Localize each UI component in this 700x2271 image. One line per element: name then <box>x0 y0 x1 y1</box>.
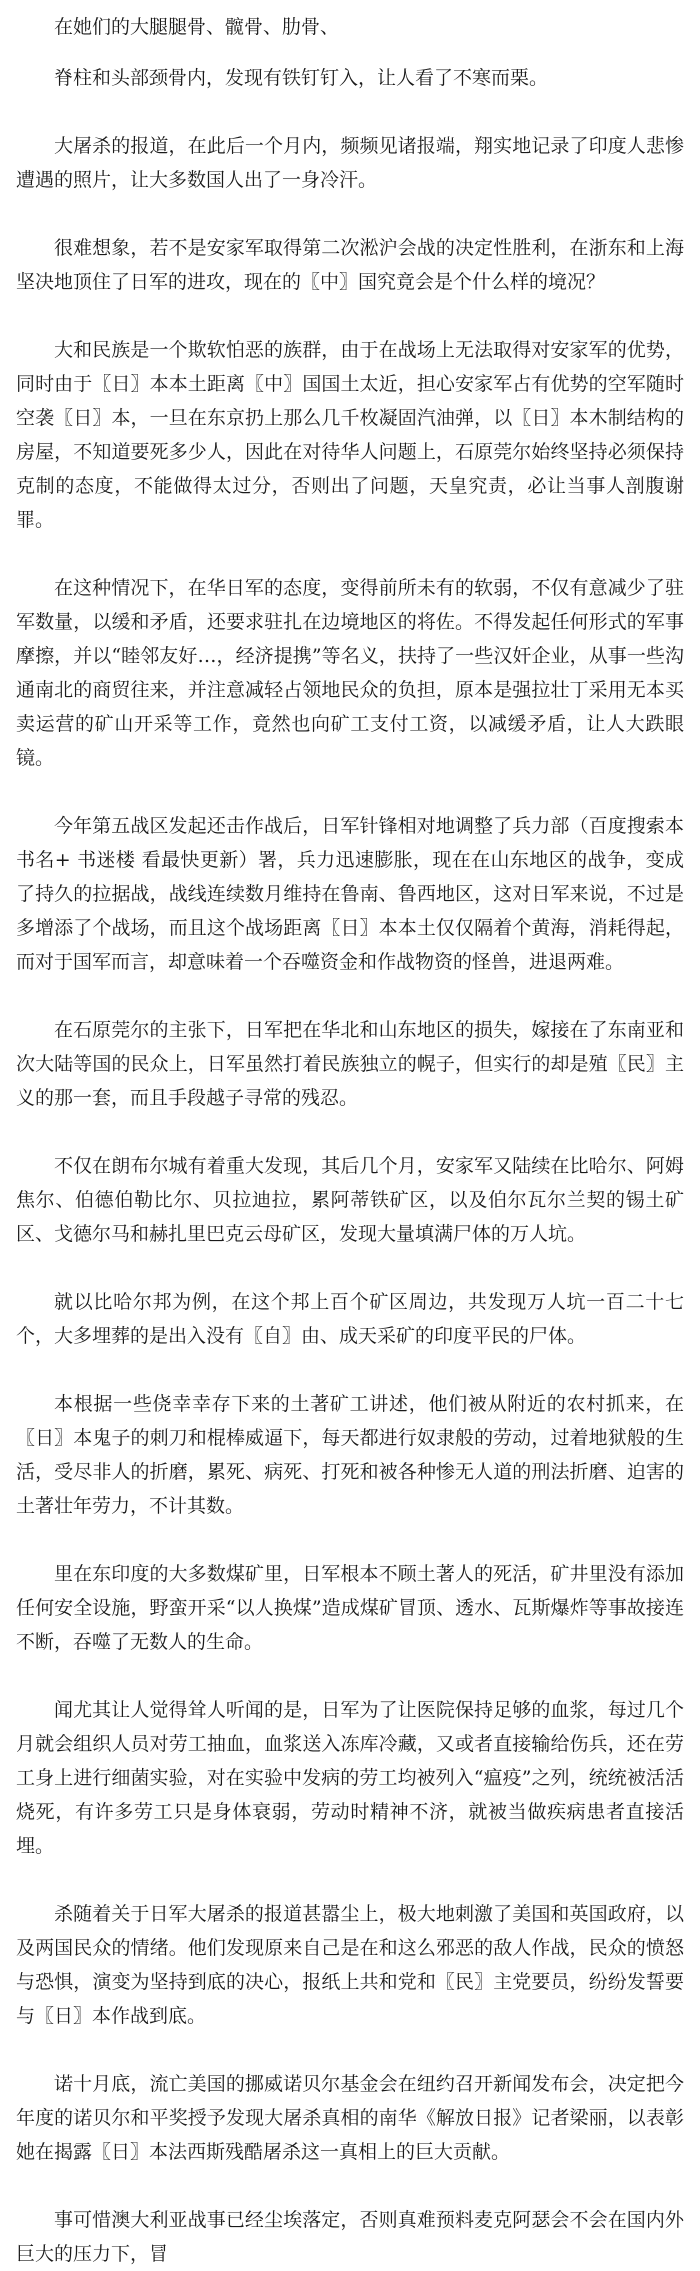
paragraph-1: 在她们的大腿腿骨、髋骨、肋骨、 <box>54 16 340 38</box>
paragraph-11: 本根据一些侥幸幸存下来的土著矿工讲述，他们被从附近的农村抓来，在〖日〗本鬼子的刺刀和棍棒威逼下，每天都进行奴隶般的劳动，过着地狱般的生活，受尽非人的折磨，累死、病死、打死和被各种惨无人道的刑法折磨、迫害的土著壮年劳力，不计其数。 <box>16 1393 684 1517</box>
paragraph-7: 今年第五战区发起还击作战后，日军针锋相对地调整了兵力部（百度搜索本书名+ 书迷楼 看最快更新）署，兵力迅速膨胀，现在在山东地区的战争，变成了持久的拉据战，战线连续数月维持在鲁南、鲁西地区，这对日军来说，不过是多增添了个战场，而且这个战场距离〖日〗本本土仅仅隔着个黄海，消耗得起，而对于国军而言，却意味着一个吞噬资金和作战物资的怪兽，进退两难。 <box>16 815 684 973</box>
paragraph-12: 里在东印度的大多数煤矿里，日军根本不顾土著人的死活，矿井里没有添加任何安全设施，野蛮开采“以人换煤”造成煤矿冒顶、透水、瓦斯爆炸等事故接连不断，吞噬了无数人的生命。 <box>16 1563 684 1653</box>
paragraph-8: 在石原莞尔的主张下，日军把在华北和山东地区的损失，嫁接在了东南亚和次大陆等国的民众上，日军虽然打着民族独立的幌子，但实行的却是殖〖民〗主义的那一套，而且手段越子寻常的残忍。 <box>16 1019 684 1109</box>
paragraph-4: 很难想象，若不是安家军取得第二次淞沪会战的决定性胜利，在浙东和上海坚决地顶住了日军的进攻，现在的〖中〗国究竟会是个什么样的境况？ <box>16 237 684 293</box>
paragraph-3: 大屠杀的报道，在此后一个月内，频频见诸报端，翔实地记录了印度人悲惨遭遇的照片，让大多数国人出了一身冷汗。 <box>16 135 684 191</box>
paragraph-9: 不仅在朗布尔城有着重大发现，其后几个月，安家军又陆续在比哈尔、阿姆焦尔、伯德伯勒比尔、贝拉迪拉，累阿蒂铁矿区，以及伯尔瓦尔兰契的锡土矿区、戈德尔马和赫扎里巴克云母矿区，发现大量填满尸体的万人坑。 <box>16 1155 684 1245</box>
paragraph-16: 事可惜澳大利亚战事已经尘埃落定，否则真难预料麦克阿瑟会不会在国内外巨大的压力下，冒 <box>16 2209 684 2265</box>
paragraph-10: 就以比哈尔邦为例，在这个邦上百个矿区周边，共发现万人坑一百二十七个，大多埋葬的是出入没有〖自〗由、成天采矿的印度平民的尸体。 <box>16 1291 684 1347</box>
paragraph-6: 在这种情况下，在华日军的态度，变得前所未有的软弱，不仅有意减少了驻军数量，以缓和矛盾，还要求驻扎在边境地区的将佐。不得发起任何形式的军事摩擦，并以“睦邻友好…，经济提携”等名义，扶持了一些汉奸企业，从事一些沟通南北的商贸往来，并注意减轻占领地民众的负担，原本是强拉壮丁采用无本买卖运营的矿山开采等工作，竟然也向矿工支付工资，以减缓矛盾，让人大跌眼镜。 <box>16 577 684 769</box>
paragraph-15: 诺十月底，流亡美国的挪威诺贝尔基金会在纽约召开新闻发布会，决定把今年度的诺贝尔和平奖授予发现大屠杀真相的南华《解放日报》记者梁丽，以表彰她在揭露〖日〗本法西斯残酷屠杀这一真相上的巨大贡献。 <box>16 2073 684 2163</box>
paragraph-13: 闻尤其让人觉得耸人听闻的是，日军为了让医院保持足够的血浆，每过几个月就会组织人员对劳工抽血，血浆送入冻库冷藏，又或者直接输给伤兵，还在劳工身上进行细菌实验，对在实验中发病的劳工均被列入“瘟疫”之列，统统被活活烧死，有许多劳工只是身体衰弱，劳动时精神不济，就被当做疾病患者直接活埋。 <box>16 1699 684 1857</box>
paragraph-14: 杀随着关于日军大屠杀的报道甚嚣尘上，极大地刺激了美国和英国政府，以及两国民众的情绪。他们发现原来自己是在和这么邪恶的敌人作战，民众的愤怒与恐惧，演变为坚持到底的决心，报纸上共和党和〖民〗主党要员，纷纷发誓要与〖日〗本作战到底。 <box>16 1903 684 2027</box>
paragraph-5: 大和民族是一个欺软怕恶的族群，由于在战场上无法取得对安家军的优势，同时由于〖日〗本本土距离〖中〗国国土太近，担心安家军占有优势的空军随时空袭〖日〗本，一旦在东京扔上那么几千枚凝固汽油弹，以〖日〗本木制结构的房屋，不知道要死多少人，因此在对待华人问题上，石原莞尔始终坚持必须保持克制的态度，不能做得太过分，否则出了问题，天皇究责，必让当事人剖腹谢罪。 <box>16 339 684 531</box>
paragraph-2: 脊柱和头部颈骨内，发现有铁钉钉入，让人看了不寒而栗。 <box>54 67 549 89</box>
